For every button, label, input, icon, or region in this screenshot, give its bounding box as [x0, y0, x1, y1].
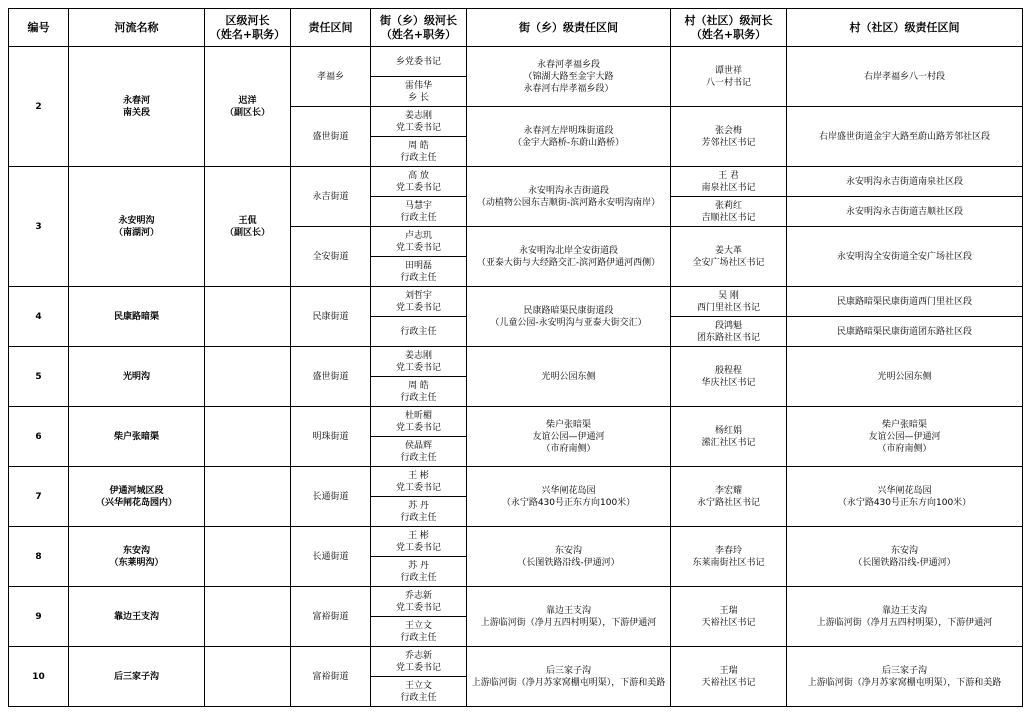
street-chief: 周 皓 行政主任 — [371, 137, 467, 167]
village-range: 兴华闸花岛园 （永宁路430号正东方向100米） — [787, 467, 1023, 527]
river-name: 后三家子沟 — [69, 647, 205, 707]
village-range: 东安沟 （长图铁路沿线-伊通河） — [787, 527, 1023, 587]
street-range: 永安明沟北岸全安街道段 （亚泰大街与大经路交汇-滨河路伊通河西侧） — [467, 227, 671, 287]
village-chief: 杨红娟 潆汇社区书记 — [671, 407, 787, 467]
street-range: 东安沟 （长图铁路沿线-伊通河） — [467, 527, 671, 587]
street-chief: 乔志新 党工委书记 — [371, 647, 467, 677]
row-no: 7 — [9, 467, 69, 527]
district-chief: 迟洋 （副区长） — [205, 47, 291, 167]
street-chief: 刘哲宇 党工委书记 — [371, 287, 467, 317]
table-row — [9, 467, 1023, 497]
area-cell: 富裕街道 — [291, 587, 371, 647]
village-range: 民康路暗渠民康街道团东路社区段 — [787, 317, 1023, 347]
street-chief: 王立文 行政主任 — [371, 617, 467, 647]
street-chief: 田明磊 行政主任 — [371, 257, 467, 287]
street-chief: 雷伟华 乡 长 — [371, 77, 467, 107]
street-range: 兴华闸花岛园 （永宁路430号正东方向100米） — [467, 467, 671, 527]
village-range: 右岸盛世街道金宇大路至蔚山路芳邻社区段 — [787, 107, 1023, 167]
header-district-chief: 区级河长 （姓名+职务） — [205, 9, 291, 47]
table-row — [9, 587, 1023, 617]
street-chief: 马慧宇 行政主任 — [371, 197, 467, 227]
village-chief: 王瑞 天裕社区书记 — [671, 587, 787, 647]
header-village-range: 村（社区）级责任区间 — [787, 9, 1023, 47]
street-chief: 周 皓 行政主任 — [371, 377, 467, 407]
header-village-chief: 村（社区）级河长 （姓名+职务） — [671, 9, 787, 47]
street-range: 靠边王支沟 上游临河街（净月五四村明渠），下游伊通河 — [467, 587, 671, 647]
river-chief-table — [8, 8, 1023, 707]
row-no: 10 — [9, 647, 69, 707]
row-no: 8 — [9, 527, 69, 587]
street-chief: 侯晶辉 行政主任 — [371, 437, 467, 467]
village-range: 永安明沟永吉街道吉顺社区段 — [787, 197, 1023, 227]
village-range: 靠边王支沟 上游临河街（净月五四村明渠），下游伊通河 — [787, 587, 1023, 647]
row-no: 2 — [9, 47, 69, 167]
district-chief — [205, 647, 291, 707]
street-chief: 苏 丹 行政主任 — [371, 557, 467, 587]
header-no: 编号 — [9, 9, 69, 47]
row-no: 9 — [9, 587, 69, 647]
table-row — [9, 167, 1023, 197]
district-chief — [205, 347, 291, 407]
river-name: 永春河 南关段 — [69, 47, 205, 167]
river-name: 伊通河城区段 （兴华闸花岛园内） — [69, 467, 205, 527]
street-chief: 王立文 行政主任 — [371, 677, 467, 707]
area-cell: 盛世街道 — [291, 347, 371, 407]
table-row — [9, 647, 1023, 677]
river-name: 靠边王支沟 — [69, 587, 205, 647]
area-cell: 长通街道 — [291, 467, 371, 527]
row-no: 5 — [9, 347, 69, 407]
village-chief: 张会梅 芳邻社区书记 — [671, 107, 787, 167]
header-river: 河流名称 — [69, 9, 205, 47]
street-chief: 行政主任 — [371, 317, 467, 347]
street-chief: 王 彬 党工委书记 — [371, 467, 467, 497]
village-range: 柴户张暗渠 友谊公园—伊通河 （市府南侧） — [787, 407, 1023, 467]
street-chief: 姜志刚 党工委书记 — [371, 107, 467, 137]
area-cell: 永吉街道 — [291, 167, 371, 227]
street-chief: 王 彬 党工委书记 — [371, 527, 467, 557]
street-chief: 苏 丹 行政主任 — [371, 497, 467, 527]
river-name: 民康路暗渠 — [69, 287, 205, 347]
header-street-range: 街（乡）级责任区间 — [467, 9, 671, 47]
row-no: 3 — [9, 167, 69, 287]
area-cell: 盛世街道 — [291, 107, 371, 167]
district-chief — [205, 467, 291, 527]
village-chief: 李春玲 东莱南街社区书记 — [671, 527, 787, 587]
district-chief: 王侃 （副区长） — [205, 167, 291, 287]
village-range: 光明公园东侧 — [787, 347, 1023, 407]
district-chief — [205, 287, 291, 347]
village-range: 民康路暗渠民康街道西门里社区段 — [787, 287, 1023, 317]
street-range: 永春河孝福乡段 （锦湖大路至金宇大路 永春河右岸孝福乡段） — [467, 47, 671, 107]
district-chief — [205, 407, 291, 467]
area-cell: 民康街道 — [291, 287, 371, 347]
village-chief: 王 君 南泉社区书记 — [671, 167, 787, 197]
row-no: 6 — [9, 407, 69, 467]
street-chief: 杜昕楣 党工委书记 — [371, 407, 467, 437]
river-name: 光明沟 — [69, 347, 205, 407]
table-row — [9, 347, 1023, 377]
street-range: 永安明沟永吉街道段 （动植物公园东吉顺街-滨河路永安明沟南岸） — [467, 167, 671, 227]
street-range: 永春河左岸明珠街道段 （金宇大路桥-东蔚山路桥） — [467, 107, 671, 167]
village-chief: 王瑞 天裕社区书记 — [671, 647, 787, 707]
street-range: 柴户张暗渠 友谊公园—伊通河 （市府南侧） — [467, 407, 671, 467]
street-chief: 姜志刚 党工委书记 — [371, 347, 467, 377]
area-cell: 长通街道 — [291, 527, 371, 587]
village-chief: 段鸿魁 团东路社区书记 — [671, 317, 787, 347]
village-range: 右岸孝福乡八一村段 — [787, 47, 1023, 107]
village-range: 永安明沟全安街道全安广场社区段 — [787, 227, 1023, 287]
row-no: 4 — [9, 287, 69, 347]
village-chief: 姜大革 全安广场社区书记 — [671, 227, 787, 287]
district-chief — [205, 527, 291, 587]
table-row — [9, 407, 1023, 437]
table-row — [9, 47, 1023, 77]
street-chief: 高 放 党工委书记 — [371, 167, 467, 197]
area-cell: 孝福乡 — [291, 47, 371, 107]
street-range: 光明公园东侧 — [467, 347, 671, 407]
river-name: 永安明沟 （南湖河） — [69, 167, 205, 287]
river-name: 东安沟 （东莱明沟） — [69, 527, 205, 587]
village-range: 后三家子沟 上游临河街（净月苏家窝棚屯明渠），下游和美路 — [787, 647, 1023, 707]
area-cell: 明珠街道 — [291, 407, 371, 467]
table-row — [9, 287, 1023, 317]
area-cell: 全安街道 — [291, 227, 371, 287]
street-chief: 卢志玑 党工委书记 — [371, 227, 467, 257]
header-row — [9, 9, 1023, 47]
village-chief: 张莉红 吉顺社区书记 — [671, 197, 787, 227]
header-area: 责任区间 — [291, 9, 371, 47]
street-chief: 乡党委书记 — [371, 47, 467, 77]
village-chief: 谭世祥 八一村书记 — [671, 47, 787, 107]
district-chief — [205, 587, 291, 647]
street-chief: 乔志新 党工委书记 — [371, 587, 467, 617]
village-range: 永安明沟永吉街道南泉社区段 — [787, 167, 1023, 197]
village-chief: 吴 刚 西门里社区书记 — [671, 287, 787, 317]
table-row — [9, 527, 1023, 557]
area-cell: 富裕街道 — [291, 647, 371, 707]
street-range: 民康路暗渠民康街道段 （儿童公园-永安明沟与亚泰大街交汇） — [467, 287, 671, 347]
street-range: 后三家子沟 上游临河街（净月苏家窝棚屯明渠），下游和美路 — [467, 647, 671, 707]
river-name: 柴户张暗渠 — [69, 407, 205, 467]
header-street-chief: 街（乡）级河长 （姓名+职务） — [371, 9, 467, 47]
village-chief: 李宏耀 永宁路社区书记 — [671, 467, 787, 527]
village-chief: 殷程程 华庆社区书记 — [671, 347, 787, 407]
